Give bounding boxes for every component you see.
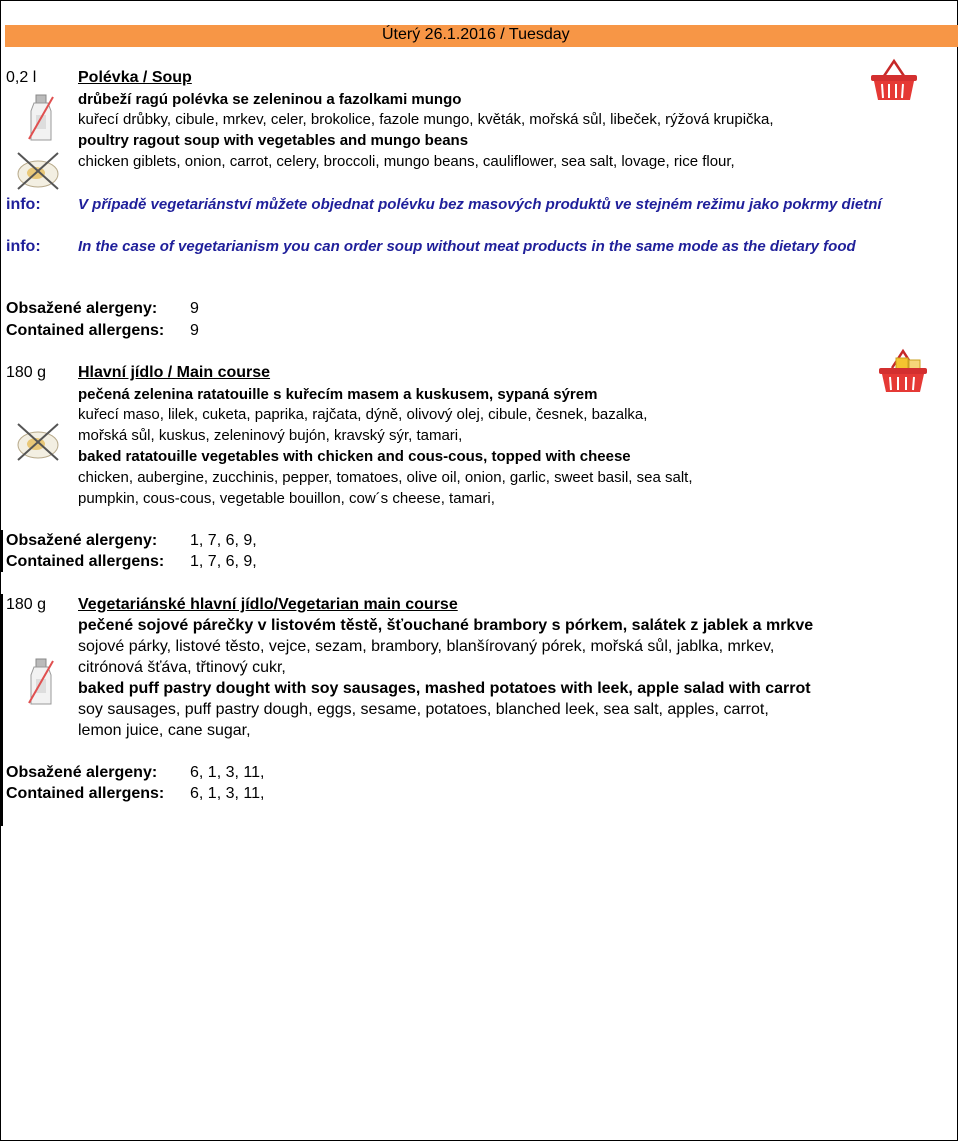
main-name-en: baked ratatouille vegetables with chicken and cous-cous, topped with cheese (78, 448, 631, 465)
info-label-cz: info: (6, 196, 41, 213)
main-heading: Hlavní jídlo / Main course (78, 364, 271, 381)
main-ingredients-cz-2: mořská sůl, kuskus, zeleninový bujón, kravský sýr, tamari, (78, 427, 463, 444)
veg-allergens-cz-label: Obsažené alergeny: (6, 764, 158, 781)
veg-allergens-en-value: 6, 1, 3, 11, (190, 785, 265, 802)
info-label-en: info: (6, 238, 41, 255)
soup-ingredients-cz: kuřecí drůbky, cibule, mrkev, celer, brokolice, fazole mungo, květák, mořská sůl, libeček, rýžová krupička, (78, 111, 774, 128)
soup-allergens-cz-label: Obsažené alergeny: (6, 300, 158, 317)
soup-name-en: poultry ragout soup with vegetables and mungo beans (78, 132, 469, 149)
main-allergens-cz-value: 1, 7, 6, 9, (190, 532, 257, 549)
veg-portion: 180 g (6, 596, 47, 613)
section-divider (0, 530, 3, 572)
main-allergens-cz-label: Obsažené alergeny: (6, 532, 158, 549)
soup-ingredients-en: chicken giblets, onion, carrot, celery, broccoli, mungo beans, cauliflower, sea salt, lovage, rice flour, (78, 153, 735, 170)
veg-ingredients-cz-2: citrónová šťáva, třtinový cukr, (78, 659, 286, 676)
basket-icon (868, 58, 920, 104)
full-basket-icon (876, 346, 930, 396)
main-allergens-en-label: Contained allergens: (6, 553, 165, 570)
soup-allergens-en-label: Contained allergens: (6, 322, 165, 339)
soup-allergens-en-value: 9 (190, 322, 199, 339)
date-header (5, 25, 958, 47)
veg-ingredients-cz-1: sojové párky, listové těsto, vejce, sezam, brambory, blanšírovaný pórek, mořská sůl, jablka, mrkev, (78, 638, 775, 655)
info-text-en: In the case of vegetarianism you can order soup without meat products in the same mode as the dietary food (78, 238, 856, 255)
main-name-cz: pečená zelenina ratatouille s kuřecím masem a kuskusem, sypaná sýrem (78, 386, 598, 403)
main-allergens-en-value: 1, 7, 6, 9, (190, 553, 257, 570)
soup-allergens-cz-value: 9 (190, 300, 199, 317)
main-portion: 180 g (6, 364, 47, 381)
veg-allergens-cz-value: 6, 1, 3, 11, (190, 764, 265, 781)
veg-heading: Vegetariánské hlavní jídlo/Vegetarian main course (78, 596, 458, 613)
info-text-cz: V případě vegetariánství můžete objednat polévku bez masových produktů ve stejném režimu jako pokrmy dietní (78, 196, 882, 213)
veg-ingredients-en-1: soy sausages, puff pastry dough, eggs, sesame, potatoes, blanched leek, sea salt, apples, carrot, (78, 701, 769, 718)
main-ingredients-en-1: chicken, aubergine, zucchinis, pepper, tomatoes, olive oil, onion, garlic, sweet basil, sea salt, (78, 469, 693, 486)
main-ingredients-cz-1: kuřecí maso, lilek, cuketa, paprika, rajčata, dýně, olivový olej, cibule, česnek, bazalka, (78, 406, 648, 423)
date-text: Úterý 26.1.2016 / Tuesday (382, 26, 570, 43)
veg-allergens-en-label: Contained allergens: (6, 785, 165, 802)
soup-heading: Polévka / Soup (78, 69, 192, 86)
no-egg-icon (12, 418, 64, 464)
veg-ingredients-en-2: lemon juice, cane sugar, (78, 722, 251, 739)
no-milk-icon (27, 93, 55, 143)
soup-name-cz: drůbeží ragú polévka se zeleninou a fazolkami mungo (78, 91, 462, 108)
no-milk-icon (27, 657, 55, 707)
main-ingredients-en-2: pumpkin, cous-cous, vegetable bouillon, cow´s cheese, tamari, (78, 490, 495, 507)
no-egg-icon (12, 147, 64, 193)
veg-name-cz: pečené sojové párečky v listovém těstě, šťouchané brambory s pórkem, salátek z jablek a mrkve (78, 617, 814, 634)
soup-portion: 0,2 l (6, 69, 37, 86)
veg-name-en: baked puff pastry dought with soy sausages, mashed potatoes with leek, apple salad with carrot (78, 680, 811, 697)
section-divider (0, 594, 3, 826)
